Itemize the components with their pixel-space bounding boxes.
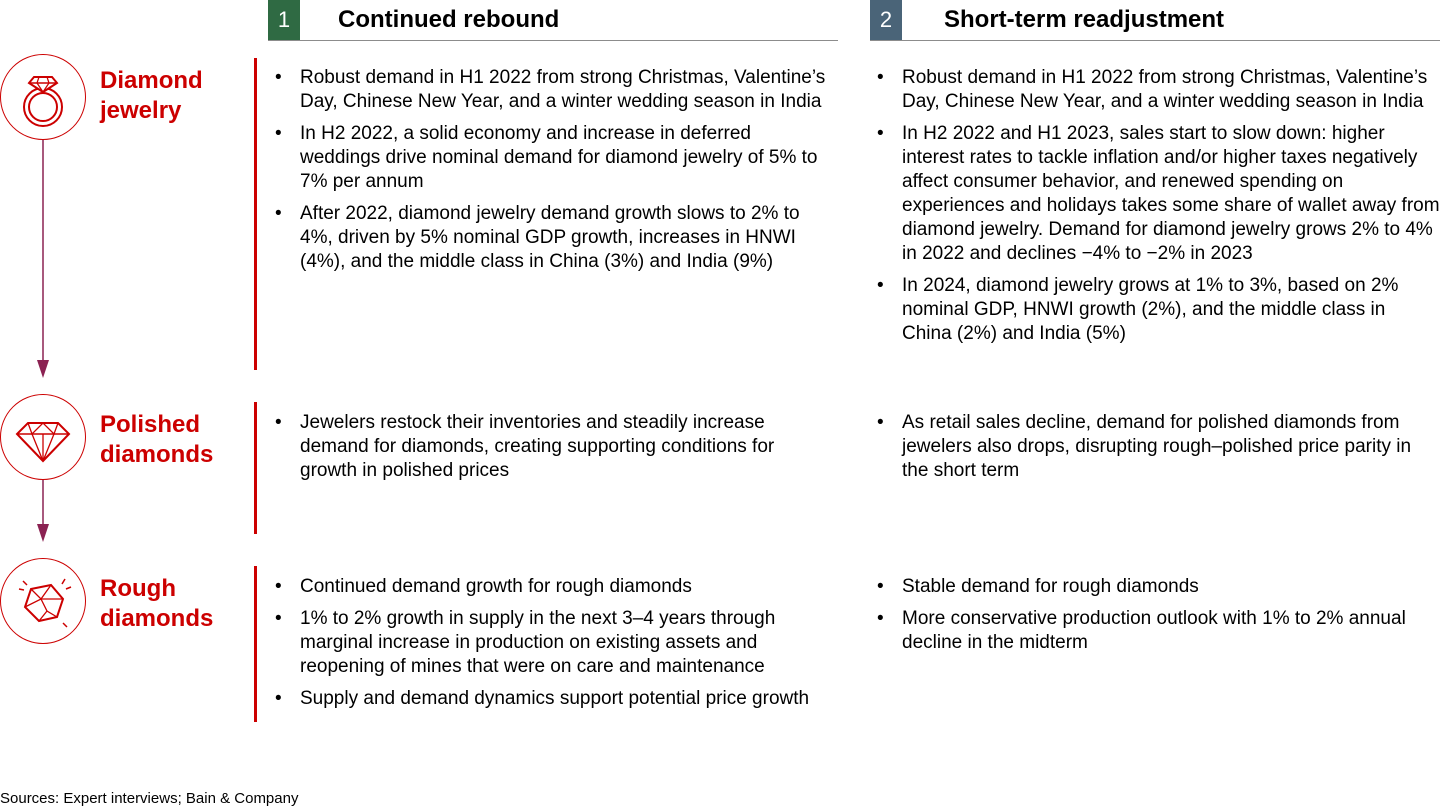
divider-rough-diamonds [254,566,257,722]
stage-label-rough-diamonds [100,574,213,634]
ring-icon [0,54,86,140]
scenario-1-number: 1 [268,0,300,40]
list-item: • In H2 2022, a solid economy and increase in deferred weddings drive nominal demand for diamond jewelry of 5% to 7% per annum [272,122,832,194]
scenario-2-number: 2 [870,0,902,40]
list-item: • In H2 2022 and H1 2023, sales start to slow down: higher interest rates to tackle inflation and/or higher taxes negatively affect consumer behavior, and renewed spending on experiences and holidays takes some share of wallet away from diamond jewelry. Demand for diamond jewelry grows 2% to 4% in 2022 and declines −4% to −2% in 2023 [874,122,1440,266]
divider-polished-diamonds [254,402,257,534]
jewelry-scenario-2-list [874,66,1440,354]
list-item: • 1% to 2% growth in supply in the next 3–4 years through marginal increase in production on existing assets and reopening of mines that were on care and maintenance [272,607,838,679]
stage-label-line1: Polished [100,411,201,438]
stage-label-polished-diamonds [100,410,213,470]
polished-scenario-1-list [272,411,832,491]
stage-label-line1: Rough [100,575,176,602]
list-item: • Robust demand in H1 2022 from strong Christmas, Valentine’s Day, Chinese New Year, and a winter wedding season in India [272,66,832,114]
polished-scenario-2-list [874,411,1440,491]
list-item: • Continued demand growth for rough diamonds [272,575,838,599]
scenario-1-header [268,0,838,41]
jewelry-scenario-1-list [272,66,832,282]
cut-diamond-icon [0,394,86,480]
list-item: • As retail sales decline, demand for polished diamonds from jewelers also drops, disrupting rough–polished price parity in the short term [874,411,1440,483]
scenario-2-title: Short-term readjustment [944,6,1225,33]
arrowhead-polished [37,360,49,378]
list-item: • More conservative production outlook with 1% to 2% annual decline in the midterm [874,607,1440,655]
list-item: • Supply and demand dynamics support potential price growth [272,687,838,711]
scenario-1-title: Continued rebound [338,6,560,33]
list-item: • Jewelers restock their inventories and steadily increase demand for diamonds, creating supporting conditions for growth in polished prices [272,411,832,483]
stage-label-line1: Diamond [100,67,203,94]
arrowhead-rough [37,524,49,542]
list-item: • After 2022, diamond jewelry demand growth slows to 2% to 4%, driven by 5% nominal GDP growth, increases in HNWI (4%), and the middle class in China (3%) and India (9%) [272,202,832,274]
rough-scenario-2-list [874,575,1440,663]
stage-label-line2: diamonds [100,605,214,632]
stage-label-line2: jewelry [100,97,182,124]
rough-scenario-1-list [272,575,838,719]
list-item: • Stable demand for rough diamonds [874,575,1440,599]
list-item: • In 2024, diamond jewelry grows at 1% to 3%, based on 2% nominal GDP, HNWI growth (2%), and the middle class in China (2%) and India (5%) [874,274,1440,346]
stage-label-line2: diamonds [100,441,214,468]
scenario-2-header [870,0,1440,41]
list-item: • Robust demand in H1 2022 from strong Christmas, Valentine’s Day, Chinese New Year, and a winter wedding season in India [874,66,1440,114]
rough-diamond-icon [0,558,86,644]
source-note: Sources: Expert interviews; Bain & Company [0,790,299,807]
divider-diamond-jewelry [254,58,257,370]
stage-label-diamond-jewelry [100,66,203,126]
